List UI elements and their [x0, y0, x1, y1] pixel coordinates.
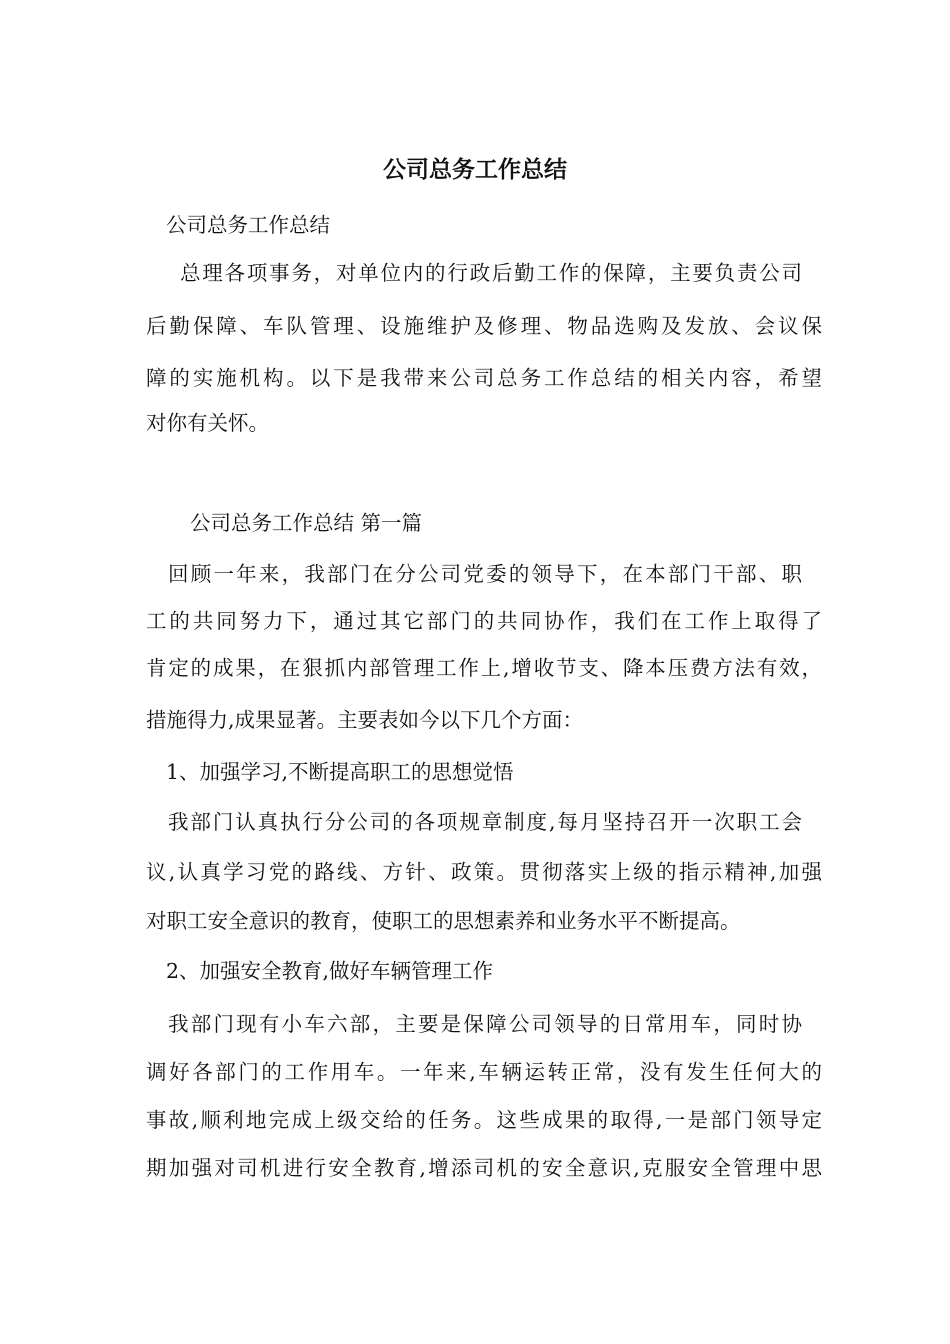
paragraph-line: 议,认真学习党的路线、方针、政策。贯彻落实上级的指示精神,加强 — [146, 860, 822, 884]
list-item-heading: 1、加强学习,不断提高职工的思想觉悟 — [166, 760, 514, 784]
paragraph-line: 回顾一年来，我部门在分公司党委的领导下，在本部门干部、职 — [168, 562, 802, 586]
paragraph-line: 对职工安全意识的教育，使职工的思想素养和业务水平不断提高。 — [146, 909, 741, 933]
paragraph-line: 措施得力,成果显著。主要表如今以下几个方面： — [146, 708, 584, 732]
paragraph-line: 我部门认真执行分公司的各项规章制度,每月坚持召开一次职工会 — [168, 810, 802, 834]
paragraph-line: 我部门现有小车六部，主要是保障公司领导的日常用车，同时协 — [168, 1012, 802, 1036]
paragraph-line: 调好各部门的工作用车。一年来,车辆运转正常，没有发生任何大的 — [146, 1060, 822, 1084]
list-item-heading: 2、加强安全教育,做好车辆管理工作 — [166, 959, 494, 983]
section-heading: 公司总务工作总结 第一篇 — [190, 511, 423, 535]
document-title: 公司总务工作总结 — [383, 156, 567, 183]
intro-line: 对你有关怀。 — [146, 411, 269, 435]
paragraph-line: 期加强对司机进行安全教育,增添司机的安全意识,克服安全管理中思 — [146, 1156, 822, 1180]
intro-line: 障的实施机构。以下是我带来公司总务工作总结的相关内容，希望 — [146, 366, 822, 390]
intro-line: 后勤保障、车队管理、设施维护及修理、物品选购及发放、会议保 — [146, 314, 822, 338]
paragraph-line: 工的共同努力下，通过其它部门的共同协作，我们在工作上取得了 — [146, 609, 822, 633]
intro-line: 总理各项事务，对单位内的行政后勤工作的保障，主要负责公司 — [180, 261, 802, 285]
paragraph-line: 事故,顺利地完成上级交给的任务。这些成果的取得,一是部门领导定 — [146, 1108, 822, 1132]
document-subtitle: 公司总务工作总结 — [166, 213, 330, 237]
paragraph-line: 肯定的成果，在狠抓内部管理工作上,增收节支、降本压费方法有效， — [146, 656, 822, 680]
